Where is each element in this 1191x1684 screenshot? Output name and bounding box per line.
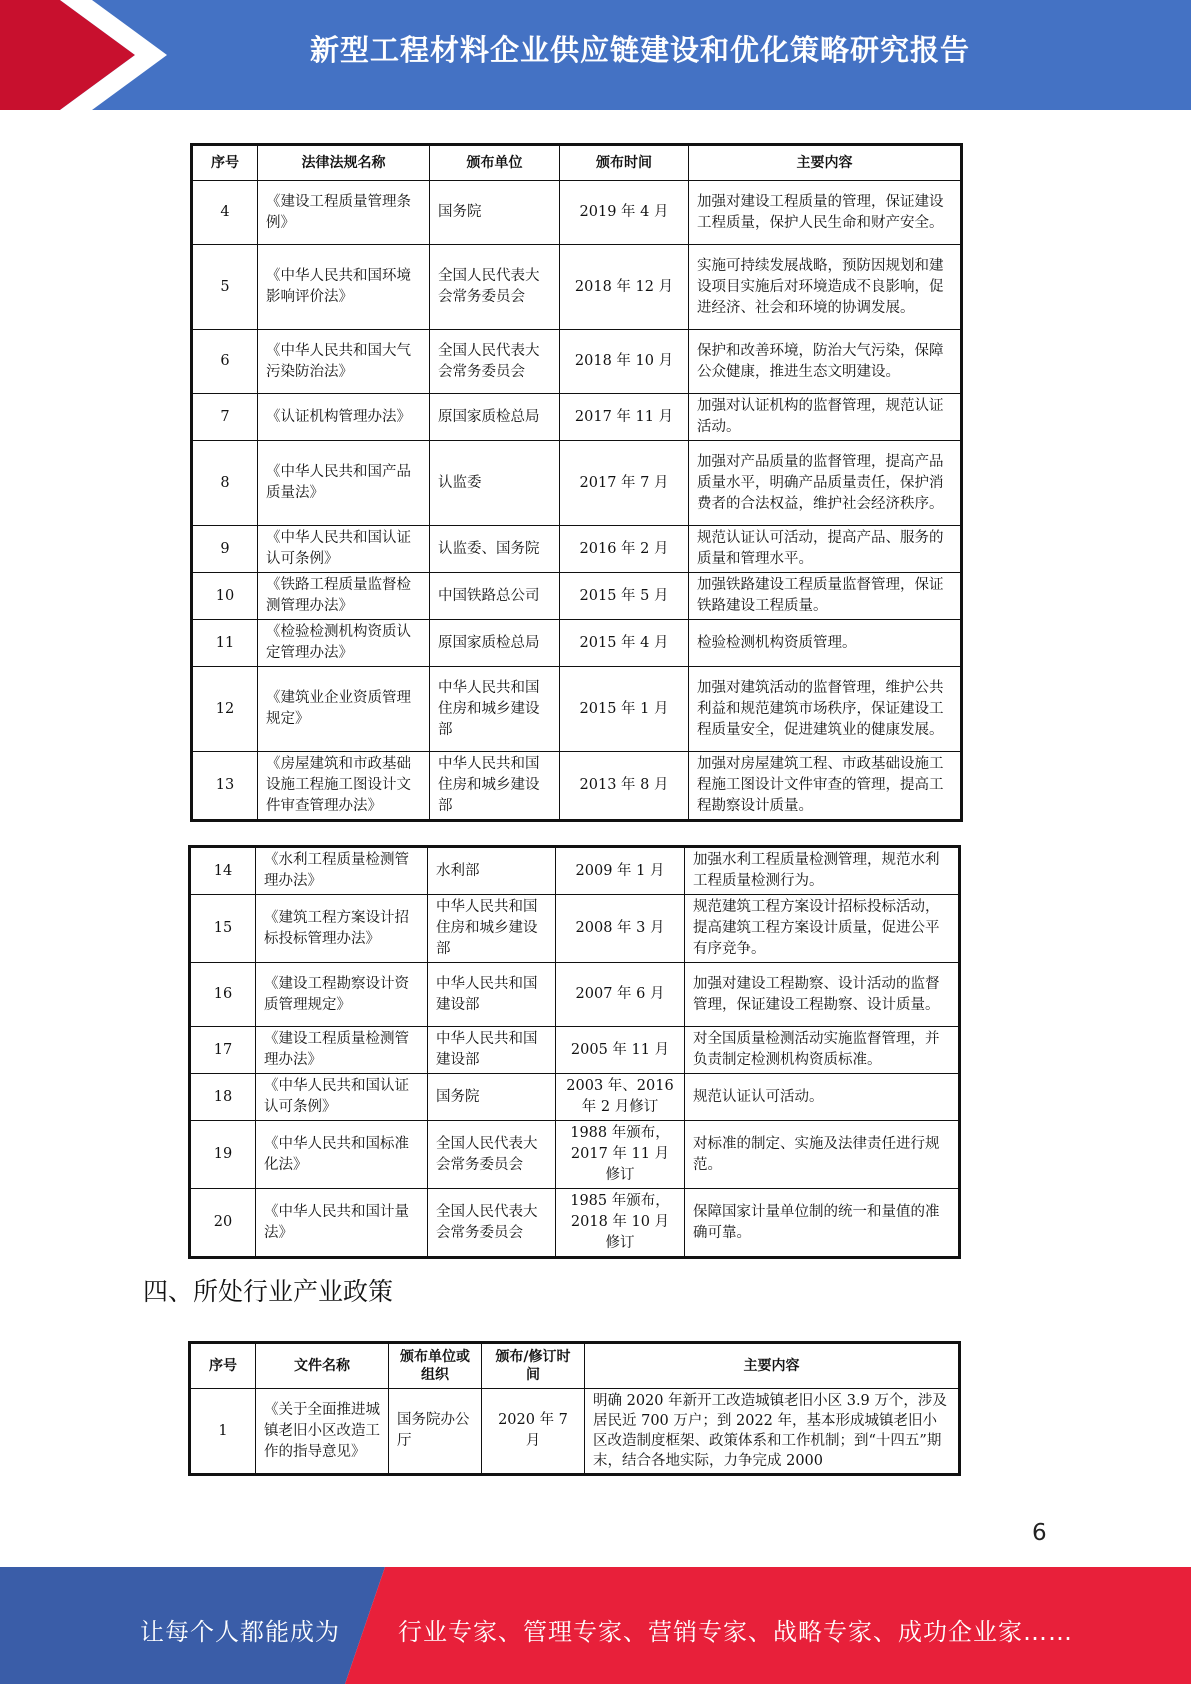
main-content: 规范认证认可活动。 <box>685 1074 960 1121</box>
report-title: 新型工程材料企业供应链建设和优化策略研究报告 <box>309 33 970 67</box>
main-content: 加强铁路建设工程质量监督管理，保证铁路建设工程质量。 <box>689 573 962 620</box>
row-number: 5 <box>192 245 258 330</box>
main-content: 规范建筑工程方案设计招标投标活动，提高建筑工程方案设计质量，促进公平有序竞争。 <box>685 895 960 963</box>
table-row <box>192 394 962 441</box>
row-number: 9 <box>192 526 258 573</box>
table-row <box>192 245 962 330</box>
row-number: 12 <box>192 667 258 752</box>
column-header: 颁布时间 <box>560 145 689 181</box>
law-name: 《水利工程质量检测管理办法》 <box>256 847 428 895</box>
issuer: 国务院 <box>428 1074 556 1121</box>
issuer: 全国人民代表大会常务委员会 <box>430 330 560 394</box>
column-header: 序号 <box>190 1343 256 1389</box>
issue-date: 2015 年 5 月 <box>560 573 689 620</box>
table-row <box>190 1389 960 1475</box>
table-row <box>192 441 962 526</box>
column-header: 法律法规名称 <box>258 145 430 181</box>
issuer: 认监委、国务院 <box>430 526 560 573</box>
issuer: 全国人民代表大会常务委员会 <box>428 1121 556 1189</box>
table-row <box>190 1074 960 1121</box>
row-number: 13 <box>192 752 258 821</box>
main-content: 检验检测机构资质管理。 <box>689 620 962 667</box>
table-row <box>190 1027 960 1074</box>
issue-date: 2017 年 11 月 <box>560 394 689 441</box>
main-content: 实施可持续发展战略，预防因规划和建设项目实施后对环境造成不良影响，促进经济、社会和环境的协调发展。 <box>689 245 962 330</box>
law-name: 《中华人民共和国大气污染防治法》 <box>258 330 430 394</box>
law-name: 《房屋建筑和市政基础设施工程施工图设计文件审查管理办法》 <box>258 752 430 821</box>
main-content: 加强对建设工程勘察、设计活动的监督管理，保证建设工程勘察、设计质量。 <box>685 963 960 1027</box>
issue-date: 2003 年、2016 年 2 月修订 <box>556 1074 685 1121</box>
table-row <box>190 1189 960 1258</box>
row-number: 10 <box>192 573 258 620</box>
column-header: 颁布单位或组织 <box>389 1343 482 1389</box>
column-header: 文件名称 <box>256 1343 389 1389</box>
issue-date: 2013 年 8 月 <box>560 752 689 821</box>
issue-date: 2015 年 1 月 <box>560 667 689 752</box>
issuer: 中国铁路总公司 <box>430 573 560 620</box>
row-number: 11 <box>192 620 258 667</box>
table-row <box>192 330 962 394</box>
law-name: 《中华人民共和国认证认可条例》 <box>256 1074 428 1121</box>
main-content: 保障国家计量单位制的统一和量值的准确可靠。 <box>685 1189 960 1258</box>
section-heading: 四、所处行业产业政策 <box>143 1277 394 1306</box>
main-content: 对标准的制定、实施及法律责任进行规范。 <box>685 1121 960 1189</box>
issuer: 国务院 <box>430 181 560 245</box>
issue-date: 2019 年 4 月 <box>560 181 689 245</box>
row-number: 16 <box>190 963 256 1027</box>
main-content: 加强水利工程质量检测管理，规范水利工程质量检测行为。 <box>685 847 960 895</box>
row-number: 7 <box>192 394 258 441</box>
issue-date: 2018 年 12 月 <box>560 245 689 330</box>
law-name: 《中华人民共和国环境影响评价法》 <box>258 245 430 330</box>
issuer: 国务院办公厅 <box>389 1389 482 1475</box>
row-number: 6 <box>192 330 258 394</box>
issue-date: 2015 年 4 月 <box>560 620 689 667</box>
row-number: 20 <box>190 1189 256 1258</box>
column-header: 颁布/修订时间 <box>482 1343 585 1389</box>
main-content: 规范认证认可活动，提高产品、服务的质量和管理水平。 <box>689 526 962 573</box>
issuer: 中华人民共和国建设部 <box>428 1027 556 1074</box>
table-row <box>192 573 962 620</box>
main-content: 加强对产品质量的监督管理，提高产品质量水平，明确产品质量责任，保护消费者的合法权益，维护社会经济秩序。 <box>689 441 962 526</box>
row-number: 4 <box>192 181 258 245</box>
law-name: 《建筑工程方案设计招标投标管理办法》 <box>256 895 428 963</box>
law-name: 《中华人民共和国计量法》 <box>256 1189 428 1258</box>
main-content: 对全国质量检测活动实施监督管理，并负责制定检测机构资质标准。 <box>685 1027 960 1074</box>
issuer: 中华人民共和国建设部 <box>428 963 556 1027</box>
issuer: 原国家质检总局 <box>430 620 560 667</box>
table-header-row <box>190 1343 960 1389</box>
table-row <box>190 1121 960 1189</box>
table-row <box>192 526 962 573</box>
table-row <box>190 847 960 895</box>
main-content: 加强对认证机构的监督管理，规范认证活动。 <box>689 394 962 441</box>
issuer: 原国家质检总局 <box>430 394 560 441</box>
issuer: 中华人民共和国住房和城乡建设部 <box>428 895 556 963</box>
issue-date: 2016 年 2 月 <box>560 526 689 573</box>
law-name: 《建设工程质量管理条例》 <box>258 181 430 245</box>
table-row <box>192 752 962 821</box>
table-row <box>192 667 962 752</box>
issue-date: 1988 年颁布，2017 年 11 月修订 <box>556 1121 685 1189</box>
issuer: 全国人民代表大会常务委员会 <box>430 245 560 330</box>
main-content: 加强对房屋建筑工程、市政基础设施工程施工图设计文件审查的管理，提高工程勘察设计质量。 <box>689 752 962 821</box>
column-header: 主要内容 <box>689 145 962 181</box>
table-row <box>192 620 962 667</box>
policy-table <box>188 1341 961 1476</box>
main-content: 加强对建筑活动的监督管理，维护公共利益和规范建筑市场秩序，保证建设工程质量安全，促进建筑业的健康发展。 <box>689 667 962 752</box>
table-header-row <box>192 145 962 181</box>
laws-table-part-2 <box>188 845 961 1259</box>
law-name: 《铁路工程质量监督检测管理办法》 <box>258 573 430 620</box>
footer-slogan-right: 行业专家、管理专家、营销专家、战略专家、成功企业家…… <box>398 1618 1073 1646</box>
law-name: 《中华人民共和国产品质量法》 <box>258 441 430 526</box>
row-number: 19 <box>190 1121 256 1189</box>
row-number: 1 <box>190 1389 256 1475</box>
law-name: 《建设工程质量检测管理办法》 <box>256 1027 428 1074</box>
row-number: 17 <box>190 1027 256 1074</box>
column-header: 颁布单位 <box>430 145 560 181</box>
law-name: 《检验检测机构资质认定管理办法》 <box>258 620 430 667</box>
law-name: 《中华人民共和国认证认可条例》 <box>258 526 430 573</box>
issue-date: 2020 年 7 月 <box>482 1389 585 1475</box>
column-header: 主要内容 <box>585 1343 960 1389</box>
row-number: 8 <box>192 441 258 526</box>
issue-date: 2018 年 10 月 <box>560 330 689 394</box>
row-number: 14 <box>190 847 256 895</box>
column-header: 序号 <box>192 145 258 181</box>
page-number: 6 <box>1032 1520 1047 1546</box>
row-number: 15 <box>190 895 256 963</box>
law-name: 《建筑业企业资质管理规定》 <box>258 667 430 752</box>
issue-date: 2017 年 7 月 <box>560 441 689 526</box>
footer-slogan-left: 让每个人都能成为 <box>140 1618 340 1646</box>
issue-date: 1985 年颁布，2018 年 10 月修订 <box>556 1189 685 1258</box>
issuer: 全国人民代表大会常务委员会 <box>428 1189 556 1258</box>
page-header <box>0 0 1191 110</box>
issue-date: 2007 年 6 月 <box>556 963 685 1027</box>
issue-date: 2005 年 11 月 <box>556 1027 685 1074</box>
issue-date: 2009 年 1 月 <box>556 847 685 895</box>
document-name: 《关于全面推进城镇老旧小区改造工作的指导意见》 <box>256 1389 389 1475</box>
law-name: 《建设工程勘察设计资质管理规定》 <box>256 963 428 1027</box>
issuer: 认监委 <box>430 441 560 526</box>
main-content: 明确 2020 年新开工改造城镇老旧小区 3.9 万个，涉及居民近 700 万户；到 2022 年，基本形成城镇老旧小区改造制度框架、政策体系和工作机制；到“十四五”期末，结合各地实际，力争完成 2000 <box>585 1389 960 1475</box>
table-row <box>190 963 960 1027</box>
main-content: 加强对建设工程质量的管理，保证建设工程质量，保护人民生命和财产安全。 <box>689 181 962 245</box>
issuer: 中华人民共和国住房和城乡建设部 <box>430 667 560 752</box>
row-number: 18 <box>190 1074 256 1121</box>
issue-date: 2008 年 3 月 <box>556 895 685 963</box>
laws-table-part-1 <box>190 143 963 822</box>
table-row <box>190 895 960 963</box>
issuer: 中华人民共和国住房和城乡建设部 <box>430 752 560 821</box>
law-name: 《中华人民共和国标准化法》 <box>256 1121 428 1189</box>
law-name: 《认证机构管理办法》 <box>258 394 430 441</box>
table-row <box>192 181 962 245</box>
main-content: 保护和改善环境，防治大气污染，保障公众健康，推进生态文明建设。 <box>689 330 962 394</box>
issuer: 水利部 <box>428 847 556 895</box>
